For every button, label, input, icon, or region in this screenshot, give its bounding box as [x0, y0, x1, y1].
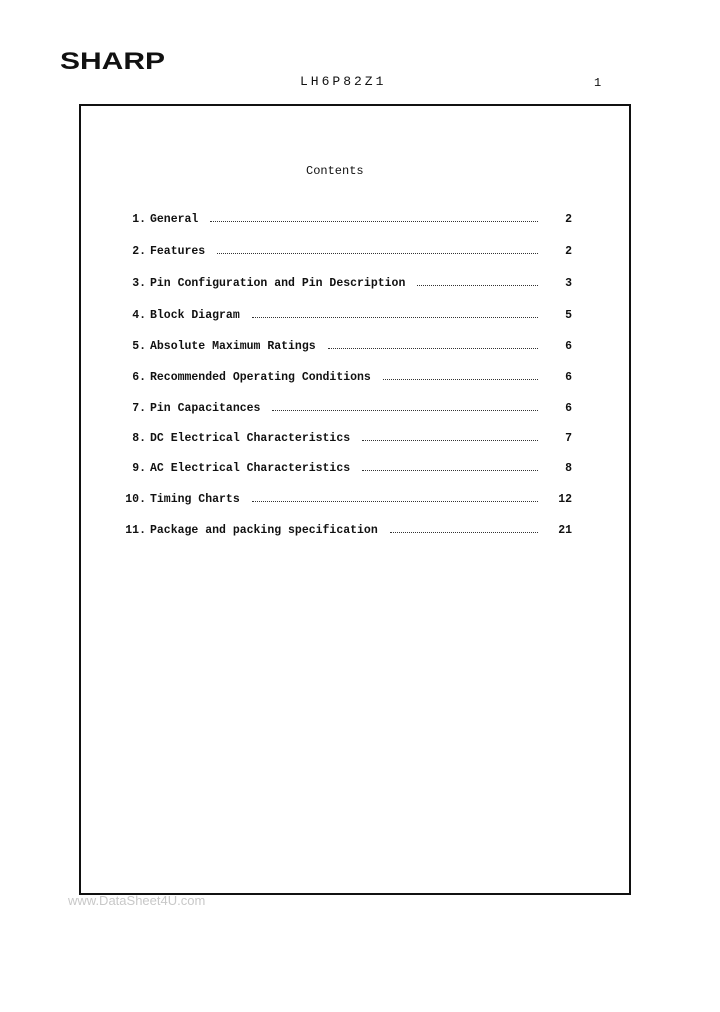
sharp-logo: SHARP [60, 48, 166, 75]
toc-entry-label: Pin Capacitances [150, 401, 261, 415]
dot-leader [328, 348, 538, 349]
toc-entry-number: 2. [132, 244, 146, 258]
toc-entry-page: 2 [565, 244, 572, 258]
toc-entry-number: 3. [132, 276, 146, 290]
toc-entry [120, 400, 572, 416]
toc-entry-number: 11. [125, 523, 146, 537]
toc-entry [120, 460, 572, 476]
toc-entry-label: DC Electrical Characteristics [150, 431, 351, 445]
toc-entry-page: 6 [565, 401, 572, 415]
toc-entry-page: 6 [565, 370, 572, 384]
toc-entry-number: 6. [132, 370, 146, 384]
toc-entry-label: Block Diagram [150, 308, 240, 322]
page-number: 1 [594, 76, 602, 90]
toc-entry-page: 21 [558, 523, 572, 537]
toc-entry-page: 2 [565, 212, 572, 226]
toc-entry-number: 5. [132, 339, 146, 353]
toc-entry-number: 8. [132, 431, 146, 445]
dot-leader [390, 532, 538, 533]
toc-entry [120, 243, 572, 259]
toc-entry [120, 430, 572, 446]
toc-entry-label: Package and packing specification [150, 523, 378, 537]
toc-entry [120, 275, 572, 291]
dot-leader [417, 285, 538, 286]
toc-entry-label: Features [150, 244, 206, 258]
toc-entry [120, 491, 572, 507]
dot-leader [362, 440, 538, 441]
toc-entry [120, 211, 572, 227]
toc-entry-page: 3 [565, 276, 572, 290]
toc-entry-page: 7 [565, 431, 572, 445]
toc-entry-page: 8 [565, 461, 572, 475]
toc-entry-label: General [150, 212, 199, 226]
toc-entry-label: Recommended Operating Conditions [150, 370, 371, 384]
document-id: LH6P82Z1 [300, 74, 387, 89]
toc-entry-number: 4. [132, 308, 146, 322]
toc-entry-label: AC Electrical Characteristics [150, 461, 351, 475]
toc-entry-number: 10. [125, 492, 146, 506]
dot-leader [210, 221, 538, 222]
dot-leader [217, 253, 538, 254]
toc-entry [120, 338, 572, 354]
toc-entry-page: 6 [565, 339, 572, 353]
toc-entry-label: Pin Configuration and Pin Description [150, 276, 406, 290]
toc-entry-number: 1. [132, 212, 146, 226]
toc-entry-label: Absolute Maximum Ratings [150, 339, 316, 353]
dot-leader [362, 470, 538, 471]
dot-leader [252, 317, 538, 318]
dot-leader [252, 501, 538, 502]
contents-title: Contents [306, 164, 364, 178]
toc-entry-page: 12 [558, 492, 572, 506]
toc-entry-number: 7. [132, 401, 146, 415]
dot-leader [272, 410, 538, 411]
toc-entry-page: 5 [565, 308, 572, 322]
toc-entry [120, 522, 572, 538]
toc-entry-label: Timing Charts [150, 492, 240, 506]
watermark: www.DataSheet4U.com [68, 893, 206, 908]
dot-leader [383, 379, 538, 380]
toc-entry [120, 369, 572, 385]
toc-entry [120, 307, 572, 323]
toc-entry-number: 9. [132, 461, 146, 475]
